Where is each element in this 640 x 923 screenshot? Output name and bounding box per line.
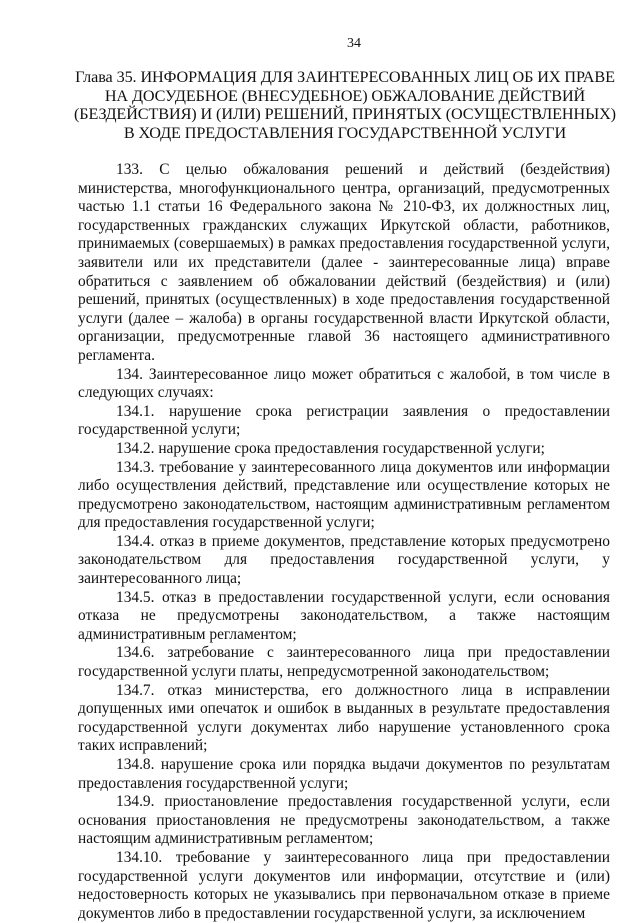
paragraph-134-6: 134.6. затребование с заинтересованного лица при предоставлении государственной услуги платы, непредусмотренной законодательством; [78, 644, 610, 681]
paragraph-134-10: 134.10. требование у заинтересованного лица при предоставлении государственной услуги документов или информации, отсутствие и (или) недостоверность которых не указывались при первоначальном отказе в приеме документов либо в предоставлении государственной услуги, за исключением [78, 848, 610, 922]
paragraph-134-5: 134.5. отказ в предоставлении государственной услуги, если основания отказа не предусмотрены законодательством, а также настоящим административным регламентом; [78, 588, 610, 643]
paragraph-134-2: 134.2. нарушение срока предоставления государственной услуги; [116, 439, 545, 457]
paragraph-134-3: 134.3. требование у заинтересованного лица документов или информации либо осуществления действий, представление или осуществление которых не предусмотрено законодательством, настоящим административным регламентом для предоставления государственной услуги; [78, 458, 610, 532]
chapter-title: Глава 35. ИНФОРМАЦИЯ ДЛЯ ЗАИНТЕРЕСОВАННЫХ ЛИЦ ОБ ИХ ПРАВЕ НА ДОСУДЕБНОЕ (ВНЕСУДЕБНОЕ) ОБЖАЛОВАНИЕ ДЕЙСТВИЙ (БЕЗДЕЙСТВИЯ) И (ИЛИ) РЕШЕНИЙ, ПРИНЯТЫХ (ОСУЩЕСТВЛЕННЫХ) В ХОДЕ ПРЕДОСТАВЛЕНИЯ ГОСУДАРСТВЕННОЙ УСЛУГИ [74, 68, 616, 142]
paragraph-134-4: 134.4. отказ в приеме документов, представление которых предусмотрено законодательством для предоставления государственной услуги, у заинтересованного лица; [78, 532, 610, 588]
paragraph-133: 133. С целью обжалования решений и действий (бездействия) министерства, многофункционального центра, организаций, предусмотренных частью 1.1 статьи 16 Федерального закона № 210-ФЗ, их должностных лиц, государственных гражданских служащих Иркутской области, работников, принимаемых (совершаемых) в рамках предоставления государственной услуги, заявители или их представители (далее - заинтересованные лица) вправе обратиться с заявлением об обжаловании действий (бездействия) и (или) решений, принятых (осуществленных) в ходе предоставления государственной услуги (далее – жалоба) в органы государственной власти Иркутской области, организации, предусмотренные главой 36 настоящего административного регламента. [78, 161, 610, 364]
paragraph-134-9: 134.9. приостановление предоставления государственной услуги, если основания приостановления не предусмотрены законодательством, а также настоящим административным регламентом; [78, 793, 610, 848]
page-number: 34 [347, 36, 361, 51]
paragraph-134: 134. Заинтересованное лицо может обратиться с жалобой, в том числе в следующих случаях: [78, 365, 610, 402]
paragraph-134-1: 134.1. нарушение срока регистрации заявления о предоставлении государственной услуги; [78, 402, 610, 439]
paragraph-134-8: 134.8. нарушение срока или порядка выдачи документов по результатам предоставления государственной услуги; [78, 756, 610, 792]
paragraph-134-7: 134.7. отказ министерства, его должностного лица в исправлении допущенных ими опечаток и ошибок в выданных в результате предоставления государственной услуги документах либо нарушение установленного срока таких исправлений; [78, 681, 610, 755]
document-body [78, 161, 610, 923]
